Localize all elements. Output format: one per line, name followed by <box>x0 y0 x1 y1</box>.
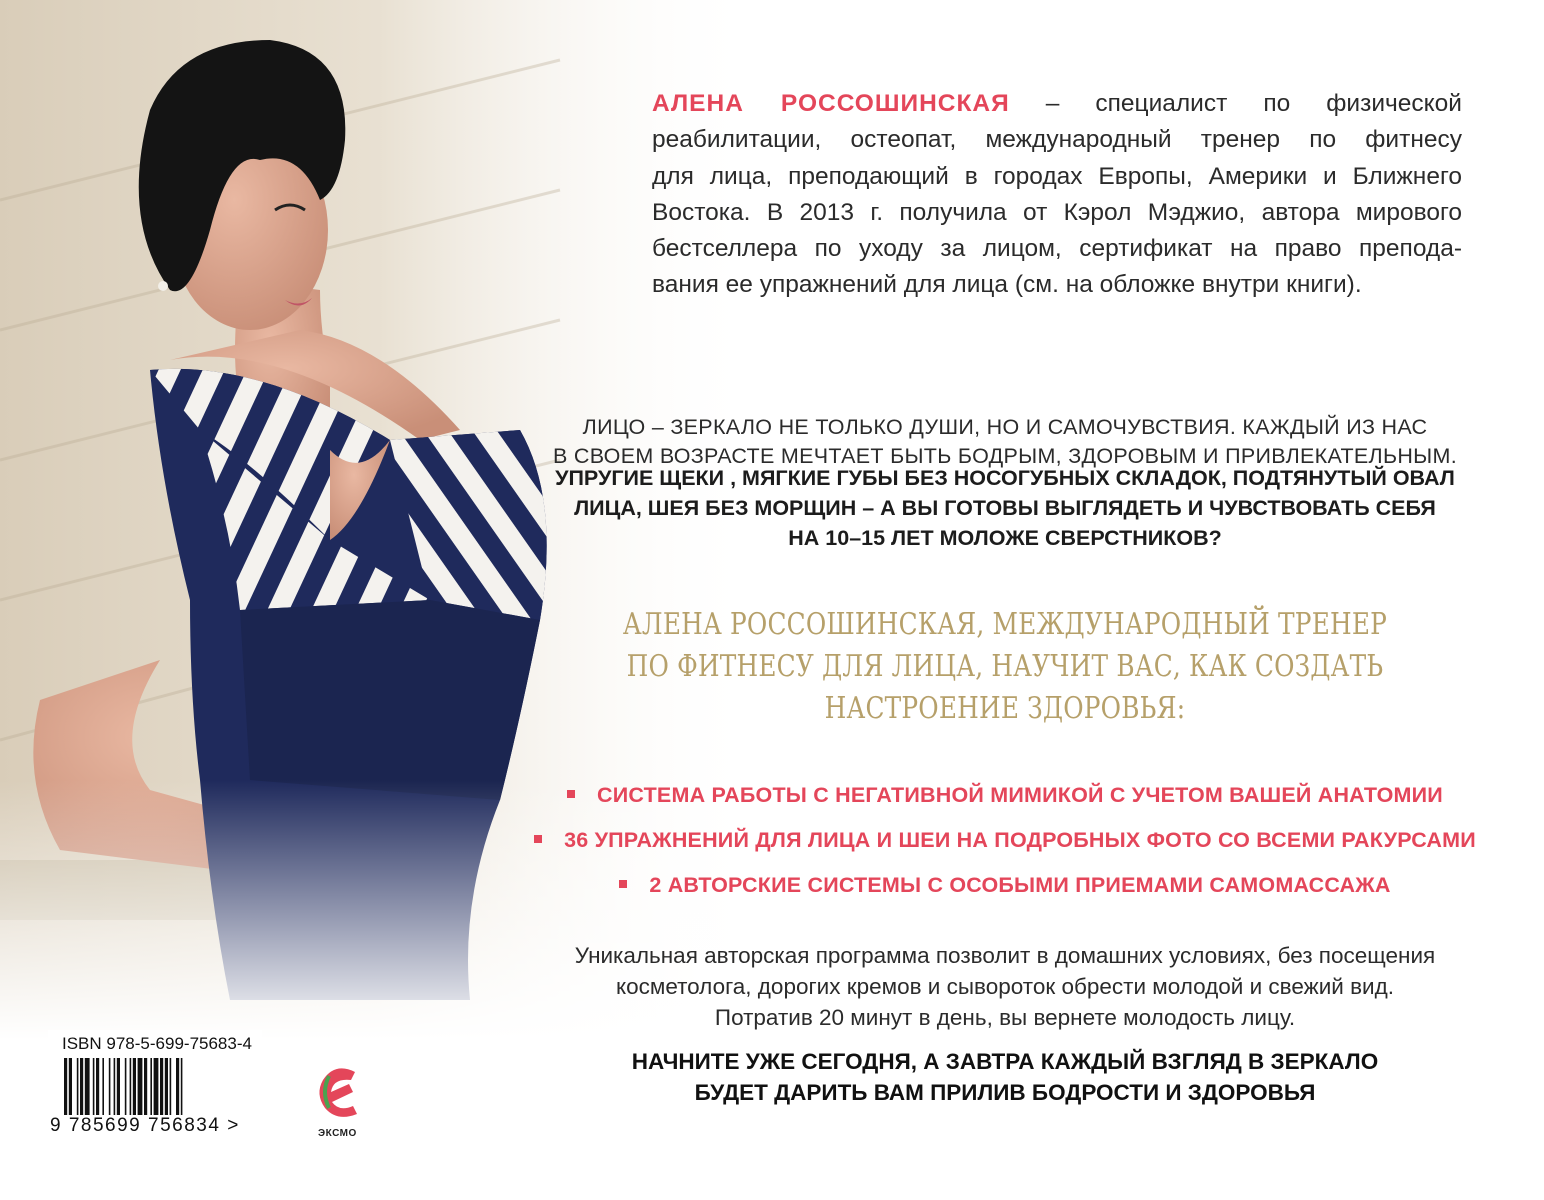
barcode-bar <box>165 1058 168 1116</box>
barcode-bar <box>102 1058 104 1116</box>
barcode-bar <box>93 1058 95 1116</box>
cta-line: НАЧНИТЕ УЖЕ СЕГОДНЯ, А ЗАВТРА КАЖДЫЙ ВЗГЛЯД В ЗЕРКАЛО <box>631 1049 1379 1074</box>
barcode-digits: 9 785699 756834 > <box>50 1115 240 1136</box>
hook-line: НА 10–15 ЛЕТ МОЛОЖЕ СВЕРСТНИКОВ? <box>788 526 1222 550</box>
list-item <box>505 773 1505 818</box>
barcode-bar <box>80 1058 83 1116</box>
barcode-bar <box>96 1058 99 1116</box>
isbn-label: ISBN 978-5-699-75683-4 <box>62 1034 252 1053</box>
list-item <box>505 863 1505 908</box>
barcode-bar <box>154 1058 159 1116</box>
bullet-square-icon <box>619 880 627 888</box>
author-bio <box>652 86 1462 304</box>
barcode-bar <box>181 1058 183 1116</box>
bio-line: Востока. В 2013 г. получила от Кэрол Мэджио, автора мирового <box>652 198 1462 226</box>
promo-text <box>480 940 1530 1033</box>
bio-line: вания ее упражнений для лица (см. на обложке внутри книги). <box>652 271 1362 299</box>
barcode-bar <box>133 1058 136 1116</box>
publisher-label: ЭКСМО <box>318 1128 357 1139</box>
bullet-square-icon <box>567 790 575 798</box>
feature-text: 2 АВТОРСКИЕ СИСТЕМЫ С ОСОБЫМИ ПРИЕМАМИ САМОМАССАЖА <box>649 873 1391 897</box>
barcode-bar <box>138 1058 143 1116</box>
headline-line: НАСТРОЕНИЕ ЗДОРОВЬЯ: <box>824 691 1186 726</box>
cta-line: БУДЕТ ДАРИТЬ ВАМ ПРИЛИВ БОДРОСТИ И ЗДОРОВЬЯ <box>694 1080 1316 1105</box>
call-to-action <box>480 1046 1530 1108</box>
headline-line: ПО ФИТНЕСУ ДЛЯ ЛИЦА, НАУЧИТ ВАС, КАК СОЗДАТЬ <box>626 649 1384 684</box>
author-name: АЛЕНА РОССОШИНСКАЯ <box>652 90 1010 117</box>
promo-line: Уникальная авторская программа позволит в домашних условиях, без посещения <box>574 943 1436 968</box>
barcode-bar <box>130 1058 132 1116</box>
headline <box>540 604 1469 730</box>
feature-text: 36 УПРАЖНЕНИЙ ДЛЯ ЛИЦА И ШЕИ НА ПОДРОБНЫХ ФОТО СО ВСЕМИ РАКУРСАМИ <box>564 828 1476 852</box>
feature-list <box>505 773 1505 908</box>
barcode-bar <box>150 1058 152 1116</box>
promo-line: Потратив 20 минут в день, вы вернете молодость лицу. <box>714 1005 1296 1030</box>
barcode-bar <box>117 1058 120 1116</box>
barcode-bar <box>144 1058 147 1116</box>
barcode-bar <box>69 1058 72 1116</box>
barcode-bar <box>77 1058 79 1116</box>
list-item <box>505 818 1505 863</box>
barcode-bar <box>176 1058 179 1116</box>
bullet-square-icon <box>534 835 542 843</box>
feature-text: СИСТЕМА РАБОТЫ С НЕГАТИВНОЙ МИМИКОЙ С УЧЕТОМ ВАШЕЙ АНАТОМИИ <box>597 783 1443 807</box>
bio-line: реабилитации, остеопат, международный тренер по фитнесу <box>652 126 1462 154</box>
publisher-logo-icon <box>315 1062 365 1122</box>
intro-line: ЛИЦО – ЗЕРКАЛО НЕ ТОЛЬКО ДУШИ, НО И САМОЧУВСТВИЯ. КАЖДЫЙ ИЗ НАС <box>582 415 1428 439</box>
barcode-bar <box>160 1058 163 1116</box>
hook-text <box>520 463 1490 553</box>
bio-line: для лица, преподающий в городах Европы, Америки и Ближнего <box>652 162 1462 190</box>
bio-line: бестселлера по уходу за лицом, сертификат на право препода- <box>652 235 1462 263</box>
promo-line: косметолога, дорогих кремов и сывороток обрести молодой и свежий вид. <box>616 974 1394 999</box>
hook-line: ЛИЦА, ШЕЯ БЕЗ МОРЩИН – А ВЫ ГОТОВЫ ВЫГЛЯДЕТЬ И ЧУВСТВОВАТЬ СЕБЯ <box>574 496 1436 520</box>
barcode-bar <box>170 1058 172 1116</box>
bio-line: – специалист по физической <box>1009 90 1462 117</box>
headline-line: АЛЕНА РОССОШИНСКАЯ, МЕЖДУНАРОДНЫЙ ТРЕНЕР <box>622 607 1388 642</box>
hook-line: УПРУГИЕ ЩЕКИ , МЯГКИЕ ГУБЫ БЕЗ НОСОГУБНЫХ СКЛАДОК, ПОДТЯНУТЫЙ ОВАЛ <box>555 466 1455 490</box>
intro-line: В СВОЕМ ВОЗРАСТЕ МЕЧТАЕТ БЫТЬ БОДРЫМ, ЗДОРОВЫМ И ПРИВЛЕКАТЕЛЬНЫМ. <box>553 444 1457 468</box>
barcode-bar <box>109 1058 111 1116</box>
barcode-bar <box>64 1058 67 1116</box>
barcode-bar <box>114 1058 116 1116</box>
barcode-bar <box>85 1058 90 1116</box>
barcode-bar <box>125 1058 127 1116</box>
